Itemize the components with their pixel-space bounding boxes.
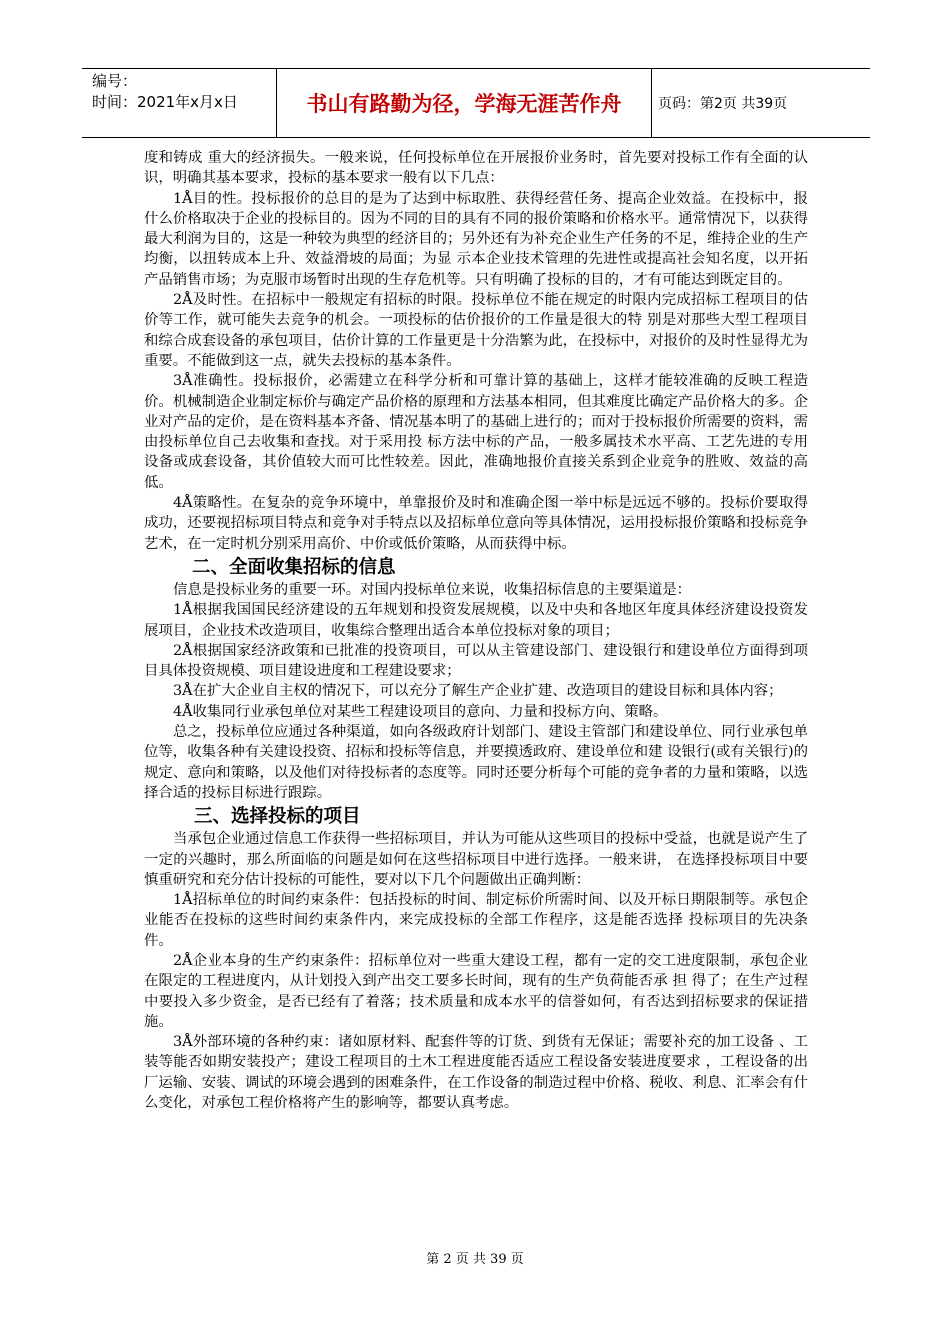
paragraph: 2Å根据国家经济政策和已批准的投资项目，可以从主管建设部门、建设银行和建设单位方面得到项目具体投资规模、项目建设进度和工程建设要求； [144, 642, 808, 680]
paragraph: 信息是投标业务的重要一环。对国内投标单位来说，收集招标信息的主要渠道是： [173, 581, 692, 598]
paragraph: 4Å策略性。在复杂的竞争环境中，单靠报价及时和准确企图一举中标是远远不够的。投标价要取得成功，还要视招标项目特点和竞争对手特点以及招标单位意向等具体情况，运用投标报价策略和投标竞争艺术，在一定时机分别采用高价、中价或低价策略，从而获得中标。 [144, 495, 808, 552]
page-footer: 第 2 页 共 39 页 [426, 1252, 524, 1267]
paragraph: 4Å收集同行业承包单位对某些工程建设项目的意向、力量和投标方向、策略。 [173, 703, 668, 720]
paragraph: 3Å准确性。投标报价，必需建立在科学分析和可靠计算的基础上，这样才能较准确的反映工程造价。机械制造企业制定标价与确定产品价格的原理和方法基本相同，但其难度比确定产品价格大的多。企业对产品的定价，是在资料基本齐备、情况基本明了的基础上进行的；而对于投标报价所需要的资料，需由投标单位自己去收集和查找。对于采用投 标方法中标的产品，一般多属技术水平高、工艺先进的专用设备或成套设备，其价值较大而可比性较差。因此，准确地报价直接关系到企业竞争的胜败、效益的高低。 [144, 373, 808, 491]
header-meta [82, 69, 277, 137]
header-page-info: 页码：第2页 共39页 [658, 96, 788, 112]
paragraph: 1Å根据我国国民经济建设的五年规划和投资发展规模，以及中央和各地区年度具体经济建设投资发展项目，企业技术改造项目，收集综合整理出适合本单位投标对象的项目； [144, 602, 808, 639]
page-header [82, 68, 870, 138]
section-heading-3: 三、选择投标的项目 [194, 806, 361, 828]
paragraph: 3Å在扩大企业自主权的情况下，可以充分了解生产企业扩建、改造项目的建设目标和具体内容； [173, 683, 783, 700]
section-heading-2: 二、全面收集招标的信息 [192, 556, 396, 578]
document-body [144, 148, 808, 1113]
document-time-label: 时间：2021年x月x日 [92, 93, 238, 111]
paragraph: 总之，投标单位应通过各种渠道，如向各级政府计划部门、建设主管部门和建设单位、同行业承包单位等，收集各种有关建设投资、招标和投标等信息，并要摸透政府、建设单位和建 设银行(或有关银行)的规定、意向和策略，以及他们对待投标者的态度等。同时还要分析每个可能的竞争者的力量和策略，以选择合适的投标目标进行跟踪。 [144, 724, 808, 801]
paragraph: 3Å外部环境的各种约束：诸如原材料、配套件等的订货、到货有无保证；需要补充的加工设备 、工装等能否如期安装投产；建设工程项目的土木工程进度能否适应工程设备安装进度要求 ，工程设备的出厂运输、安装、调试的环境会遇到的困难条件，在工作设备的制造过程中价格、税收、利息、汇率会有什么变化，对承包工程价格将产生的影响等，都要认真考虑。 [144, 1034, 808, 1112]
paragraph: 1Å招标单位的时间约束条件：包括投标的时间、制定标价所需时间、以及开标日期限制等。承包企业能否在投标的这些时间约束条件内，来完成投标的全部工作程序，这是能否选择 投标项目的先决条件。 [144, 892, 808, 949]
paragraph: 度和铸成 重大的经济损失。一般来说，任何投标单位在开展报价业务时，首先要对投标工作有全面的认识，明确其基本要求，投标的基本要求一般有以下几点： [144, 150, 808, 187]
paragraph: 1Å目的性。投标报价的总目的是为了达到中标取胜、获得经营任务、提高企业效益。在投标中，报什么价格取决于企业的投标目的。因为不同的目的具有不同的报价策略和价格水平。通常情况下，以获得最大利润为目的，这是一种较为典型的经济目的；另外还有为补充企业生产任务的不足，维持企业的生产均衡，以扭转成本上升、效益滑坡的局面；为显 示本企业技术管理的先进性或提高社会知名度，以开拓产品销售市场；为克服市场暂时出现的生存危机等。只有明确了投标的目的，才有可能达到既定目的。 [144, 190, 808, 288]
paragraph: 2Å企业本身的生产约束条件：招标单位对一些重大建设工程，都有一定的交工进度限制，承包企业在限定的工程进度内，从计划投入到产出交工要多长时间，现有的生产负荷能否承 担 得了；在生产过程中要投入多少资金，是否已经有了着落；技术质量和成本水平的信誉如何，有否达到招标要求的保证措施。 [144, 952, 808, 1030]
paragraph: 当承包企业通过信息工作获得一些招标项目，并认为可能从这些项目的投标中受益，也就是说产生了一定的兴趣时，那么所面临的问题是如何在这些招标项目中进行选择。一般来讲， 在选择投标项目中要慎重研究和充分估计投标的可能性，要对以下几个问题做出正确判断： [144, 831, 808, 888]
paragraph: 2Å及时性。在招标中一般规定有招标的时限。投标单位不能在规定的时限内完成招标工程项目的估价等工作，就可能失去竞争的机会。一项投标的估价报价的工作量是很大的特 别是对那些大型工程项目和综合成套设备的承包项目，估价计算的工作量更是十分浩繁为此，在投标中，对报价的及时性显得尤为重要。不能做到这一点，就失去投标的基本条件。 [144, 292, 808, 369]
document-number-label: 编号： [92, 72, 138, 90]
header-motto: 书山有路勤为径，学海无涯苦作舟 [277, 69, 652, 137]
